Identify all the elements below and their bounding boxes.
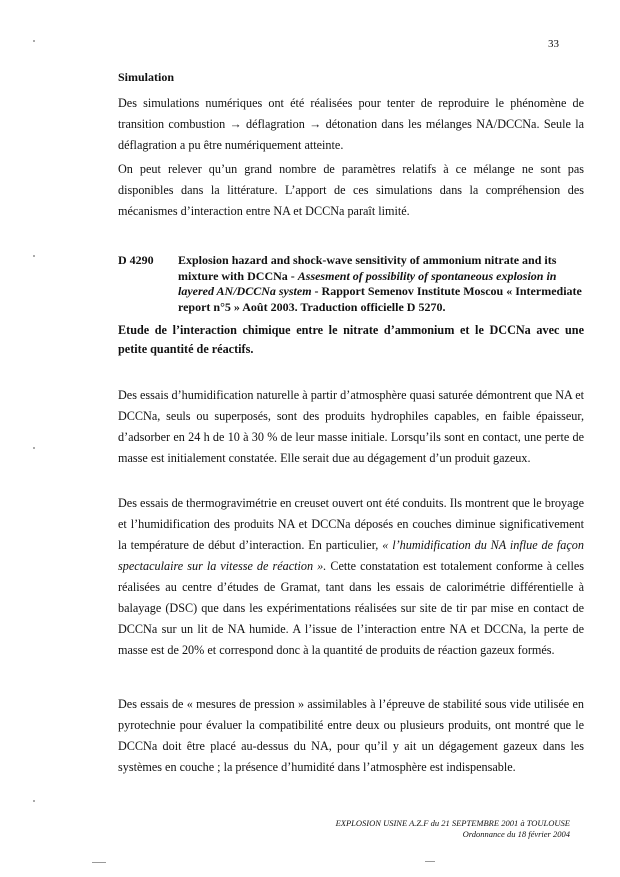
reference-title-part1: Explosion hazard and shock-wave sensitivity of ammonium nitrate and its mixture with DCCNa - [178, 253, 557, 283]
footer-line-2: Ordonnance du 18 février 2004 [462, 829, 570, 839]
thermo-text-before: Des essais de thermogravimétrie en creuset ouvert ont été conduits. Ils montrent que le broyage et l’humidification des produits NA et DCCNa déposés en couches diminue significativement la température de début d’interaction. En particulier, [118, 496, 584, 552]
scan-mark-left-2 [33, 255, 35, 257]
scan-mark-bottom-2 [425, 861, 435, 862]
footer-line-1: EXPLOSION USINE A.Z.F du 21 SEPTEMBRE 2001 à TOULOUSE [335, 818, 570, 828]
simulation-paragraph-1: Des simulations numériques ont été réalisées pour tenter de reproduire le phénomène de transition combustion → déflagration → détonation dans les mélanges NA/DCCNa. Seule la déflagration a pu être numériquement atteinte. [118, 96, 584, 152]
study-heading: Etude de l’interaction chimique entre le nitrate d’ammonium et le DCCNa avec une petite quantité de réactifs. [118, 323, 584, 356]
section-title: Simulation [118, 70, 175, 84]
page-number: 33 [548, 38, 559, 50]
simulation-paragraph-2: On peut relever qu’un grand nombre de paramètres relatifs à ce mélange ne sont pas disponibles dans la littérature. L’apport de ces simulations dans la compréhension des mécanismes d’interaction entre NA et DCCNa paraît limité. [118, 162, 584, 218]
thermo-text-after: Cette constatation est totalement conforme à celles réalisées au centre d’études de Gramat, tant dans les essais de calorimétrie différentielle à balayage (DSC) que dans les expérimentations réalisées sur site de tir par mise en contact de DCCNa sur un lit de NA humide. A l’issue de l’interaction entre NA et DCCNa, la perte de masse est de 20% et correspond donc à la quantité de produits de réaction gazeux formés. [118, 559, 584, 657]
thermo-quote: « l’humidification du NA influe de façon spectaculaire sur la vitesse de réaction ». [118, 538, 584, 573]
scan-mark-left-4 [33, 800, 35, 802]
paragraph-thermogravimetrie [118, 493, 584, 661]
scan-mark-bottom-1 [92, 862, 106, 863]
reference-title-italic: Assesment of possibility of spontaneous explosion in layered AN/DCCNa system [178, 268, 557, 298]
reference-title-part2: - Rapport Semenov Institute Moscou « Intermediate report n°5 » Août 2003. Traduction officielle D 5270. [178, 284, 582, 314]
footer [330, 818, 570, 840]
reference-code: D 4290 [118, 253, 154, 267]
reference-title [178, 253, 588, 315]
paragraph-pression: Des essais de « mesures de pression » assimilables à l’épreuve de stabilité sous vide utilisée en pyrotechnie pour évaluer la compatibilité entre deux ou plusieurs produits, ont montré que le DCCNa doit être placé au-dessus du NA, pour qu’il y ait un dégagement gazeux dans les systèmes en couche ; la présence d’humidité dans l’atmosphère est indispensable. [118, 697, 584, 774]
scan-mark-left-1 [33, 40, 35, 42]
paragraph-humidification: Des essais d’humidification naturelle à partir d’atmosphère quasi saturée démontrent que NA et DCCNa, seuls ou superposés, sont des produits hydrophiles capables, en faible épaisseur, d’adsorber en 24 h de 10 à 30 % de leur masse initiale. Lorsqu’ils sont en contact, une perte de masse est initialement constatée. Elle serait due au dégagement d’un produit gazeux. [118, 388, 584, 465]
scan-mark-left-3 [33, 447, 35, 449]
